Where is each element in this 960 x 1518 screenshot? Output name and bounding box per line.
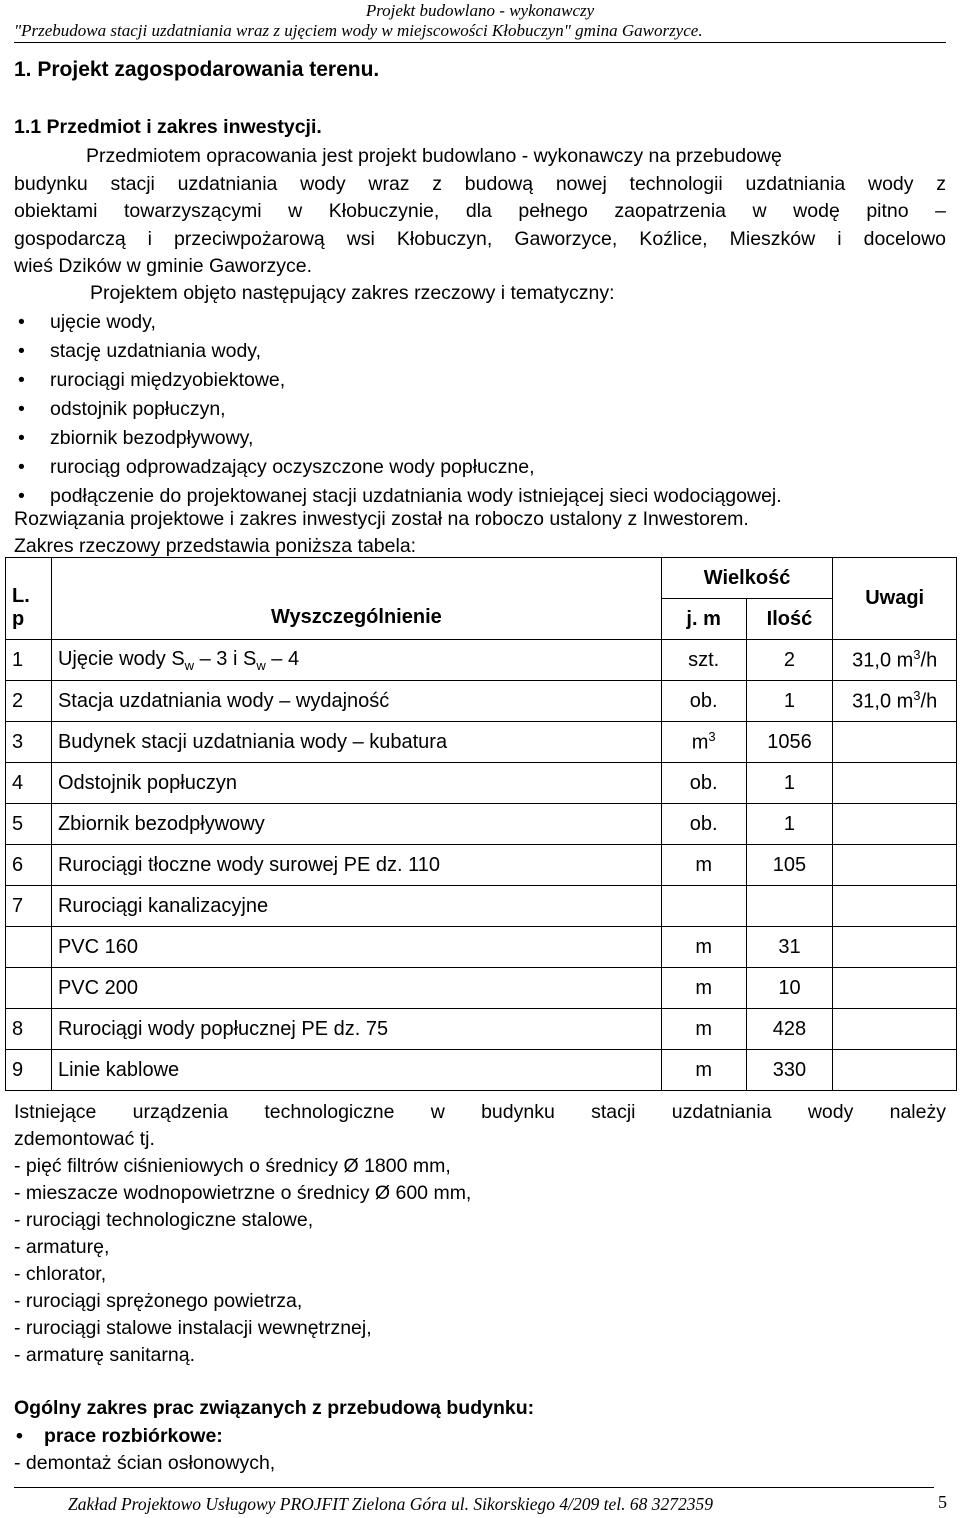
table-row: 4 Odstojnik popłuczyn ob. 1	[6, 763, 957, 804]
table-row: PVC 200 m 10	[6, 968, 957, 1009]
intro-line-5: wieś Dzików w gminie Gaworzyce.	[14, 255, 312, 277]
existing-line-2: zdemontować tj.	[14, 1128, 155, 1150]
list-item: • zbiornik bezodpływowy,	[14, 424, 782, 453]
bullet-icon: •	[18, 398, 25, 420]
list-item: - chlorator,	[14, 1263, 107, 1285]
bullet-icon: •	[18, 369, 25, 391]
list-item: • rurociągi międzyobiektowe,	[14, 366, 782, 395]
intro-paragraph	[14, 143, 946, 281]
bullet-icon: •	[18, 427, 25, 449]
table-row: 9 Linie kablowe m 330	[6, 1050, 957, 1091]
intro-line-4: gospodarczą i przeciwpożarową wsi Kłobuczyn, Gaworzyce, Koźlice, Mieszków i docelowo	[14, 227, 946, 250]
demolition-item: - demontaż ścian osłonowych,	[14, 1452, 276, 1474]
list-item: - pięć filtrów ciśnieniowych o średnicy Ø 1800 mm,	[14, 1155, 451, 1177]
header-size: Wielkość	[661, 558, 833, 599]
table-row: 7 Rurociągi kanalizacyjne	[6, 886, 957, 927]
demolition-heading: • prace rozbiórkowe:	[14, 1423, 223, 1450]
list-item: • stację uzdatniania wody,	[14, 337, 782, 366]
solutions-line: Rozwiązania projektowe i zakres inwestycji został na roboczo ustalony z Inwestorem.	[14, 508, 749, 530]
list-item: - armaturę,	[14, 1236, 110, 1258]
list-item: - mieszacze wodnopowietrzne o średnicy Ø 600 mm,	[14, 1182, 472, 1204]
bullet-icon: •	[16, 1425, 23, 1447]
footer-divider	[14, 1487, 934, 1488]
table-row: 3 Budynek stacji uzdatniania wody – kubatura $m^3$ 1056	[6, 722, 957, 763]
header-unit: j. m	[661, 599, 746, 640]
header-divider	[14, 42, 946, 43]
subsection-title: 1.1 Przedmiot i zakres inwestycji.	[14, 116, 322, 138]
scope-list	[14, 308, 782, 511]
header-lp: L. p	[6, 558, 52, 640]
section-title: 1. Projekt zagospodarowania terenu.	[14, 58, 380, 81]
list-item: - rurociągi technologiczne stalowe,	[14, 1209, 314, 1231]
page-number: 5	[938, 1492, 947, 1512]
table-intro: Zakres rzeczowy przedstawia poniższa tabela:	[14, 535, 417, 557]
bullet-icon: •	[18, 340, 25, 362]
general-scope-title: Ogólny zakres prac związanych z przebudową budynku:	[14, 1397, 535, 1419]
table-row: 6 Rurociągi tłoczne wody surowej PE dz. 110 m 105	[6, 845, 957, 886]
list-item: • odstojnik popłuczyn,	[14, 395, 782, 424]
table-row: 2 Stacja uzdatniania wody – wydajność ob. 1 31,0 $m^3/h$	[6, 681, 957, 722]
header-project-title: "Przebudowa stacji uzdatniania wraz z ujęciem wody w miejscowości Kłobuczyn" gmina Gaworzyce.	[14, 21, 703, 40]
footer-text: Zakład Projektowo Usługowy PROJFIT Zielona Góra ul. Sikorskiego 4/209 tel. 68 3272359	[68, 1494, 714, 1514]
bullet-icon: •	[18, 311, 25, 333]
list-item: • ujęcie wody,	[14, 308, 782, 337]
list-item: - armaturę sanitarną.	[14, 1344, 195, 1366]
list-item: • rurociąg odprowadzający oczyszczone wody popłuczne,	[14, 453, 782, 482]
list-item: • podłączenie do projektowanej stacji uzdatniania wody istniejącej sieci wodociągowej.	[14, 482, 782, 511]
list-item: - rurociągi stalowe instalacji wewnętrznej,	[14, 1317, 372, 1339]
list-item: - rurociągi sprężonego powietrza,	[14, 1290, 303, 1312]
bullet-icon: •	[18, 485, 25, 507]
table-row: PVC 160 m 31	[6, 927, 957, 968]
header-project-type: Projekt budowlano - wykonawczy	[365, 1, 595, 20]
existing-line-1: Istniejące urządzenia technologiczne w budynku stacji uzdatniania wody należy	[14, 1101, 946, 1123]
intro-line-3: obiektami towarzyszącymi w Kłobuczynie, dla pełnego zaopatrzenia w wodę pitno –	[14, 200, 946, 222]
header-notes: Uwagi	[833, 558, 957, 640]
table-row: 8 Rurociągi wody popłucznej PE dz. 75 m 428	[6, 1009, 957, 1050]
table-row: 1 Ujęcie wody $S_w - 3$ i $S_w - 4$ szt. 2 31,0 $m^3/h$	[6, 640, 957, 681]
intro-line-2: budynku stacji uzdatniania wody wraz z budową nowej technologii uzdatniania wody z	[14, 172, 946, 195]
intro-line-1: Przedmiotem opracowania jest projekt budowlano - wykonawczy na przebudowę	[86, 145, 782, 167]
scope-intro: Projektem objęto następujący zakres rzeczowy i tematyczny:	[90, 282, 615, 304]
table-row: 5 Zbiornik bezodpływowy ob. 1	[6, 804, 957, 845]
header-qty: Ilość	[746, 599, 833, 640]
header-description: Wyszczególnienie	[51, 558, 661, 640]
bullet-icon: •	[18, 456, 25, 478]
scope-table	[5, 557, 957, 1091]
